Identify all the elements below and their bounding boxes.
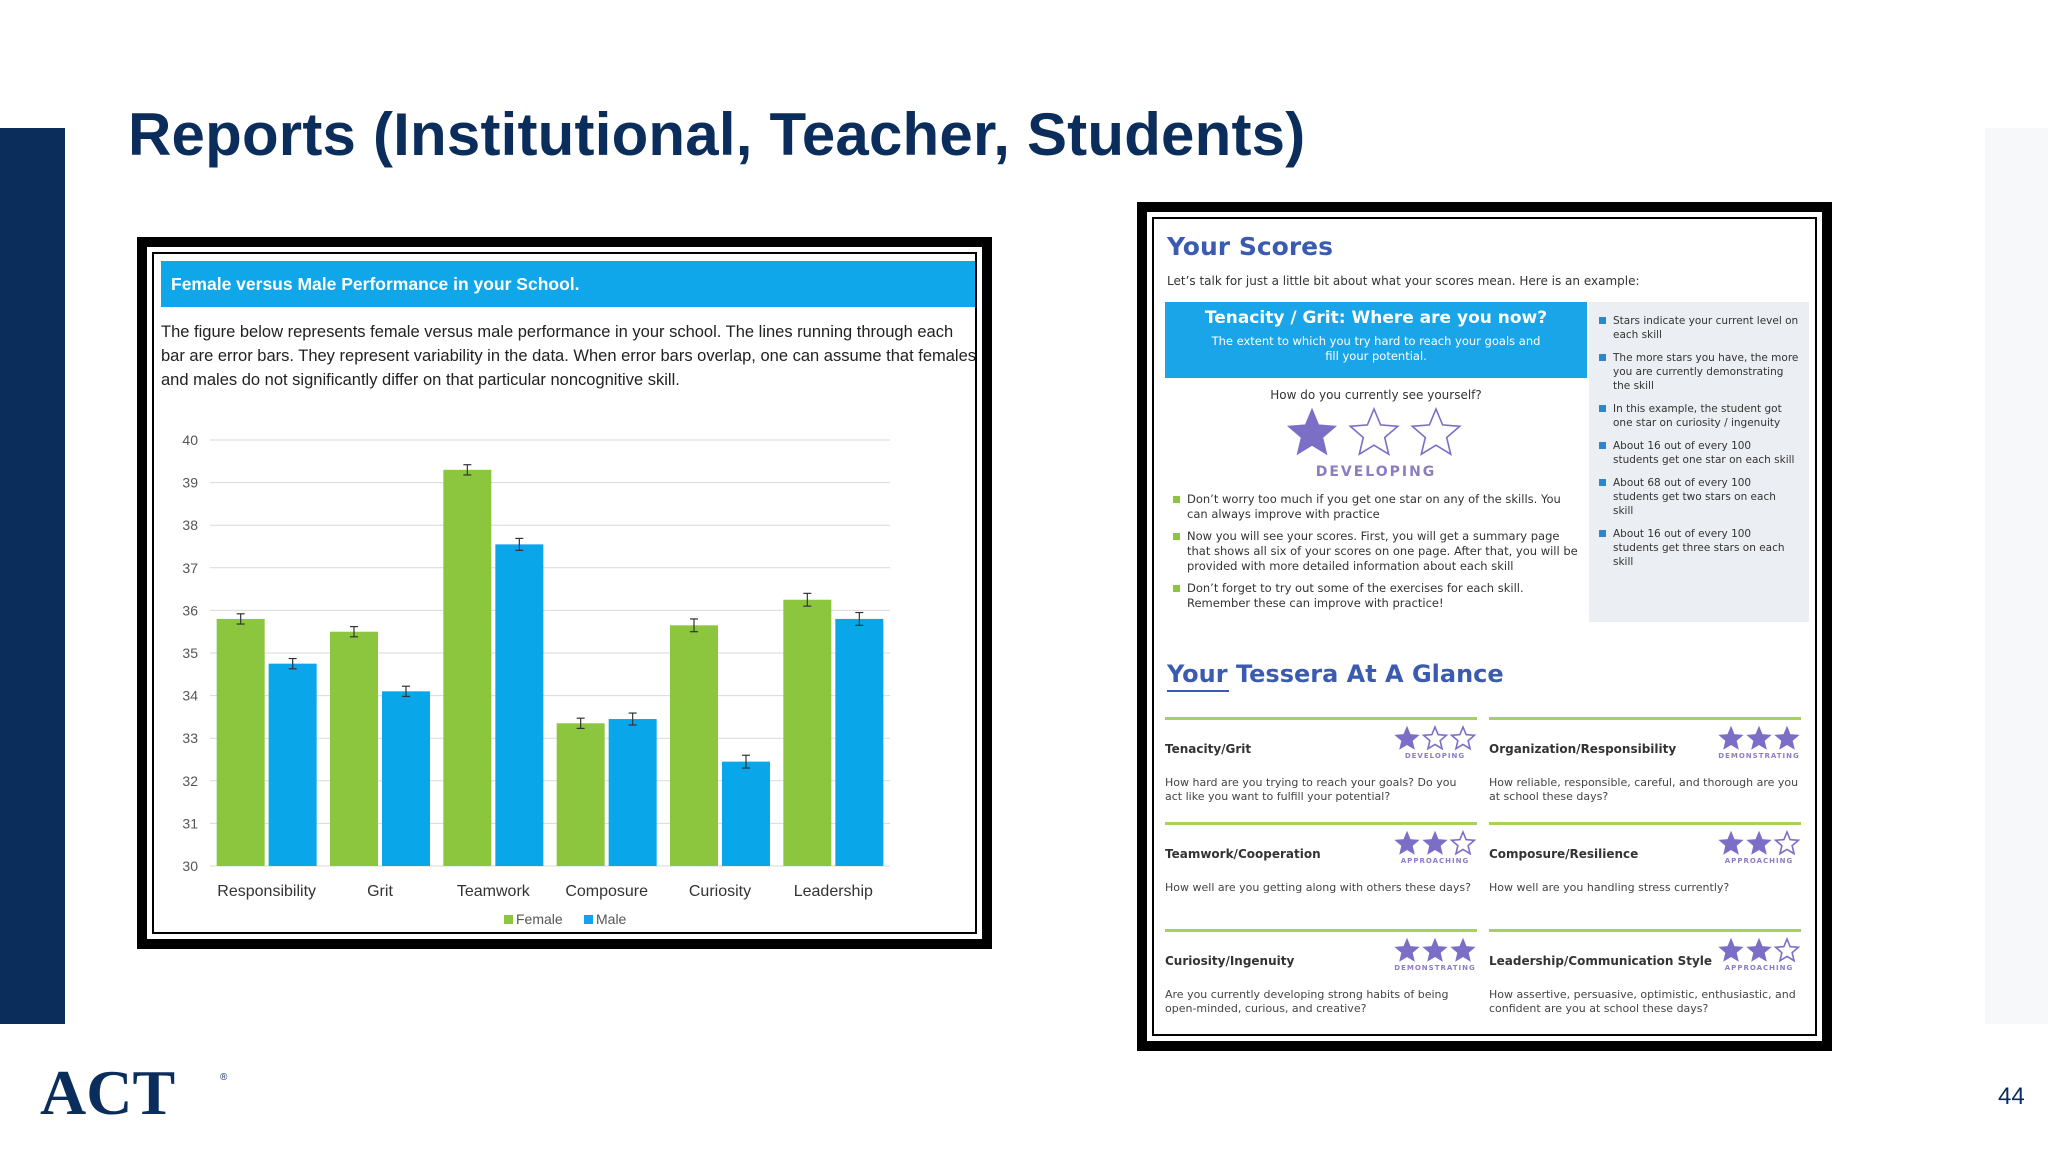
filled-star-icon xyxy=(1424,939,1447,961)
skill-level: APPROACHING xyxy=(1724,857,1794,865)
filled-star-icon xyxy=(1776,727,1799,749)
bar-male-leadership xyxy=(835,619,883,866)
skill-question: Are you currently developing strong habits of being open-minded, curious, and creative? xyxy=(1165,988,1449,1015)
bar-chart xyxy=(150,420,980,930)
skill-name: Tenacity/Grit xyxy=(1165,742,1252,756)
x-tick-label: Curiosity xyxy=(688,883,752,900)
bar-male-teamwork xyxy=(495,544,543,866)
side-note: About 68 out of every 100 students get two stars on each skill xyxy=(1599,476,1799,518)
filled-star-icon xyxy=(1748,939,1771,961)
student-report-figure xyxy=(1137,202,1832,1051)
skill-question: How assertive, persuasive, optimistic, enthusiastic, and confident are you at school these days? xyxy=(1489,988,1796,1015)
skill-question: How hard are you trying to reach your goals? Do you act like you want to fulfill your potential? xyxy=(1165,776,1457,803)
empty-star-icon xyxy=(1412,409,1460,454)
empty-star-icon xyxy=(1452,727,1475,749)
skill-question: How well are you handling stress currently? xyxy=(1489,881,1730,894)
filled-star-icon xyxy=(1288,409,1336,454)
legend-label-female: Female xyxy=(516,911,563,927)
skill-star-rating xyxy=(1717,830,1801,856)
bar-female-grit xyxy=(330,632,378,866)
side-note: About 16 out of every 100 students get one star on each skill xyxy=(1599,439,1799,467)
left-accent-bar xyxy=(0,128,65,1024)
skill-star-rating xyxy=(1717,725,1801,751)
y-tick-label: 31 xyxy=(182,815,198,832)
trademark-mark: ® xyxy=(220,1072,228,1083)
see-yourself-prompt: How do you currently see yourself? xyxy=(1270,388,1482,402)
filled-star-icon xyxy=(1396,727,1419,749)
skill-level: DEMONSTRATING xyxy=(1718,752,1800,760)
skill-name: Teamwork/Cooperation xyxy=(1165,847,1321,861)
right-shade-panel xyxy=(1985,128,2048,1024)
empty-star-icon xyxy=(1350,409,1398,454)
tip-item: Now you will see your scores. First, you will get a summary page that shows all six of your scores on one page. After that, you will be provided with more detailed information about each skill xyxy=(1173,529,1583,574)
empty-star-icon xyxy=(1452,832,1475,854)
bar-female-leadership xyxy=(783,600,831,866)
filled-star-icon xyxy=(1720,727,1743,749)
filled-star-icon xyxy=(1452,939,1475,961)
bar-female-composure xyxy=(557,723,605,866)
x-tick-label: Responsibility xyxy=(217,883,317,900)
bar-male-responsibility xyxy=(269,664,317,866)
skill-name: Composure/Resilience xyxy=(1489,847,1639,861)
chart-report-description: The figure below represents female versus male performance in your school. The lines running through each bar are error bars. They represent variability in the data. When error bars overlap, one can assume that females and males do not significantly differ on that particular noncognitive skill. xyxy=(161,323,977,389)
filled-star-icon xyxy=(1748,832,1771,854)
empty-star-icon xyxy=(1776,939,1799,961)
skill-card-curiosity xyxy=(1165,929,1477,1016)
side-note: In this example, the student got one star on curiosity / ingenuity xyxy=(1599,402,1799,430)
filled-star-icon xyxy=(1396,832,1419,854)
side-note: The more stars you have, the more you are currently demonstrating the skill xyxy=(1599,351,1799,393)
filled-star-icon xyxy=(1720,832,1743,854)
tenacity-example-box xyxy=(1165,302,1587,378)
y-tick-label: 40 xyxy=(182,432,198,448)
page-number: 44 xyxy=(1998,1083,2025,1110)
tip-item: Don’t worry too much if you get one star on any of the skills. You can always improve with practice xyxy=(1173,492,1583,522)
bar-male-composure xyxy=(609,719,657,866)
slide-title: Reports (Institutional, Teacher, Students) xyxy=(128,101,1306,168)
chart-report-banner: Female versus Male Performance in your School. xyxy=(161,261,975,307)
bar-male-curiosity xyxy=(722,762,770,866)
bar-male-grit xyxy=(382,691,430,866)
y-tick-label: 36 xyxy=(182,602,198,619)
skill-star-rating xyxy=(1717,937,1801,963)
y-tick-label: 30 xyxy=(182,858,198,874)
empty-star-icon xyxy=(1424,727,1447,749)
skill-level: DEMONSTRATING xyxy=(1394,964,1476,972)
skill-question: How reliable, responsible, careful, and thorough are you at school these days? xyxy=(1489,776,1799,803)
glance-title: Your Tessera At A Glance xyxy=(1167,660,1504,688)
x-tick-label: Composure xyxy=(565,883,649,900)
skill-card-leadership xyxy=(1489,929,1801,1016)
y-tick-label: 38 xyxy=(182,517,198,534)
skill-level: APPROACHING xyxy=(1724,964,1794,972)
x-tick-label: Teamwork xyxy=(456,883,530,900)
star-legend-notes xyxy=(1589,302,1809,622)
x-tick-label: Grit xyxy=(367,883,393,900)
chart-report-figure xyxy=(137,237,992,949)
scores-title: Your Scores xyxy=(1167,232,1333,261)
filled-star-icon xyxy=(1720,939,1743,961)
bar-female-curiosity xyxy=(670,625,718,866)
bar-female-teamwork xyxy=(443,470,491,866)
act-logo xyxy=(40,1058,240,1120)
tips-list xyxy=(1173,492,1583,618)
y-tick-label: 34 xyxy=(182,687,198,704)
y-tick-label: 33 xyxy=(182,730,198,747)
skill-level: APPROACHING xyxy=(1400,857,1470,865)
legend-swatch-female xyxy=(504,915,513,924)
skill-star-rating xyxy=(1393,725,1477,751)
example-level-label: DEVELOPING xyxy=(1315,464,1437,480)
skill-name: Organization/Responsibility xyxy=(1489,742,1677,756)
y-tick-label: 32 xyxy=(182,772,198,789)
side-note: About 16 out of every 100 students get three stars on each skill xyxy=(1599,527,1799,569)
y-tick-label: 39 xyxy=(182,474,198,491)
skill-card-organization xyxy=(1489,717,1801,804)
tenacity-example-title: Tenacity / Grit: Where are you now? xyxy=(1204,308,1548,328)
scores-intro: Let’s talk for just a little bit about what your scores mean. Here is an example: xyxy=(1167,274,1640,288)
skill-name: Curiosity/Ingenuity xyxy=(1165,954,1295,968)
bar-female-responsibility xyxy=(217,619,265,866)
x-tick-label: Leadership xyxy=(793,883,873,900)
side-note: Stars indicate your current level on each skill xyxy=(1599,314,1799,342)
logo-text: ACT xyxy=(40,1058,176,1120)
legend-swatch-male xyxy=(584,915,593,924)
filled-star-icon xyxy=(1748,727,1771,749)
filled-star-icon xyxy=(1396,939,1419,961)
skill-card-composure xyxy=(1489,822,1801,895)
skill-card-teamwork xyxy=(1165,822,1477,895)
tip-item: Don’t forget to try out some of the exercises for each skill. Remember these can improve with practice! xyxy=(1173,581,1583,611)
y-tick-label: 35 xyxy=(182,645,198,661)
y-tick-label: 37 xyxy=(182,559,198,576)
skill-star-rating xyxy=(1393,937,1477,963)
skill-star-rating xyxy=(1393,830,1477,856)
filled-star-icon xyxy=(1424,832,1447,854)
skill-card-tenacity xyxy=(1165,717,1477,804)
tenacity-example-subtitle: The extent to which you try hard to reach your goals and fill your potential. xyxy=(1211,334,1541,363)
legend-label-male: Male xyxy=(596,911,627,927)
skill-question: How well are you getting along with others these days? xyxy=(1165,881,1471,894)
empty-star-icon xyxy=(1776,832,1799,854)
skill-level: DEVELOPING xyxy=(1404,752,1466,760)
example-star-rating xyxy=(1285,407,1465,461)
glance-underline xyxy=(1167,690,1229,692)
skill-name: Leadership/Communication Style xyxy=(1489,954,1713,968)
